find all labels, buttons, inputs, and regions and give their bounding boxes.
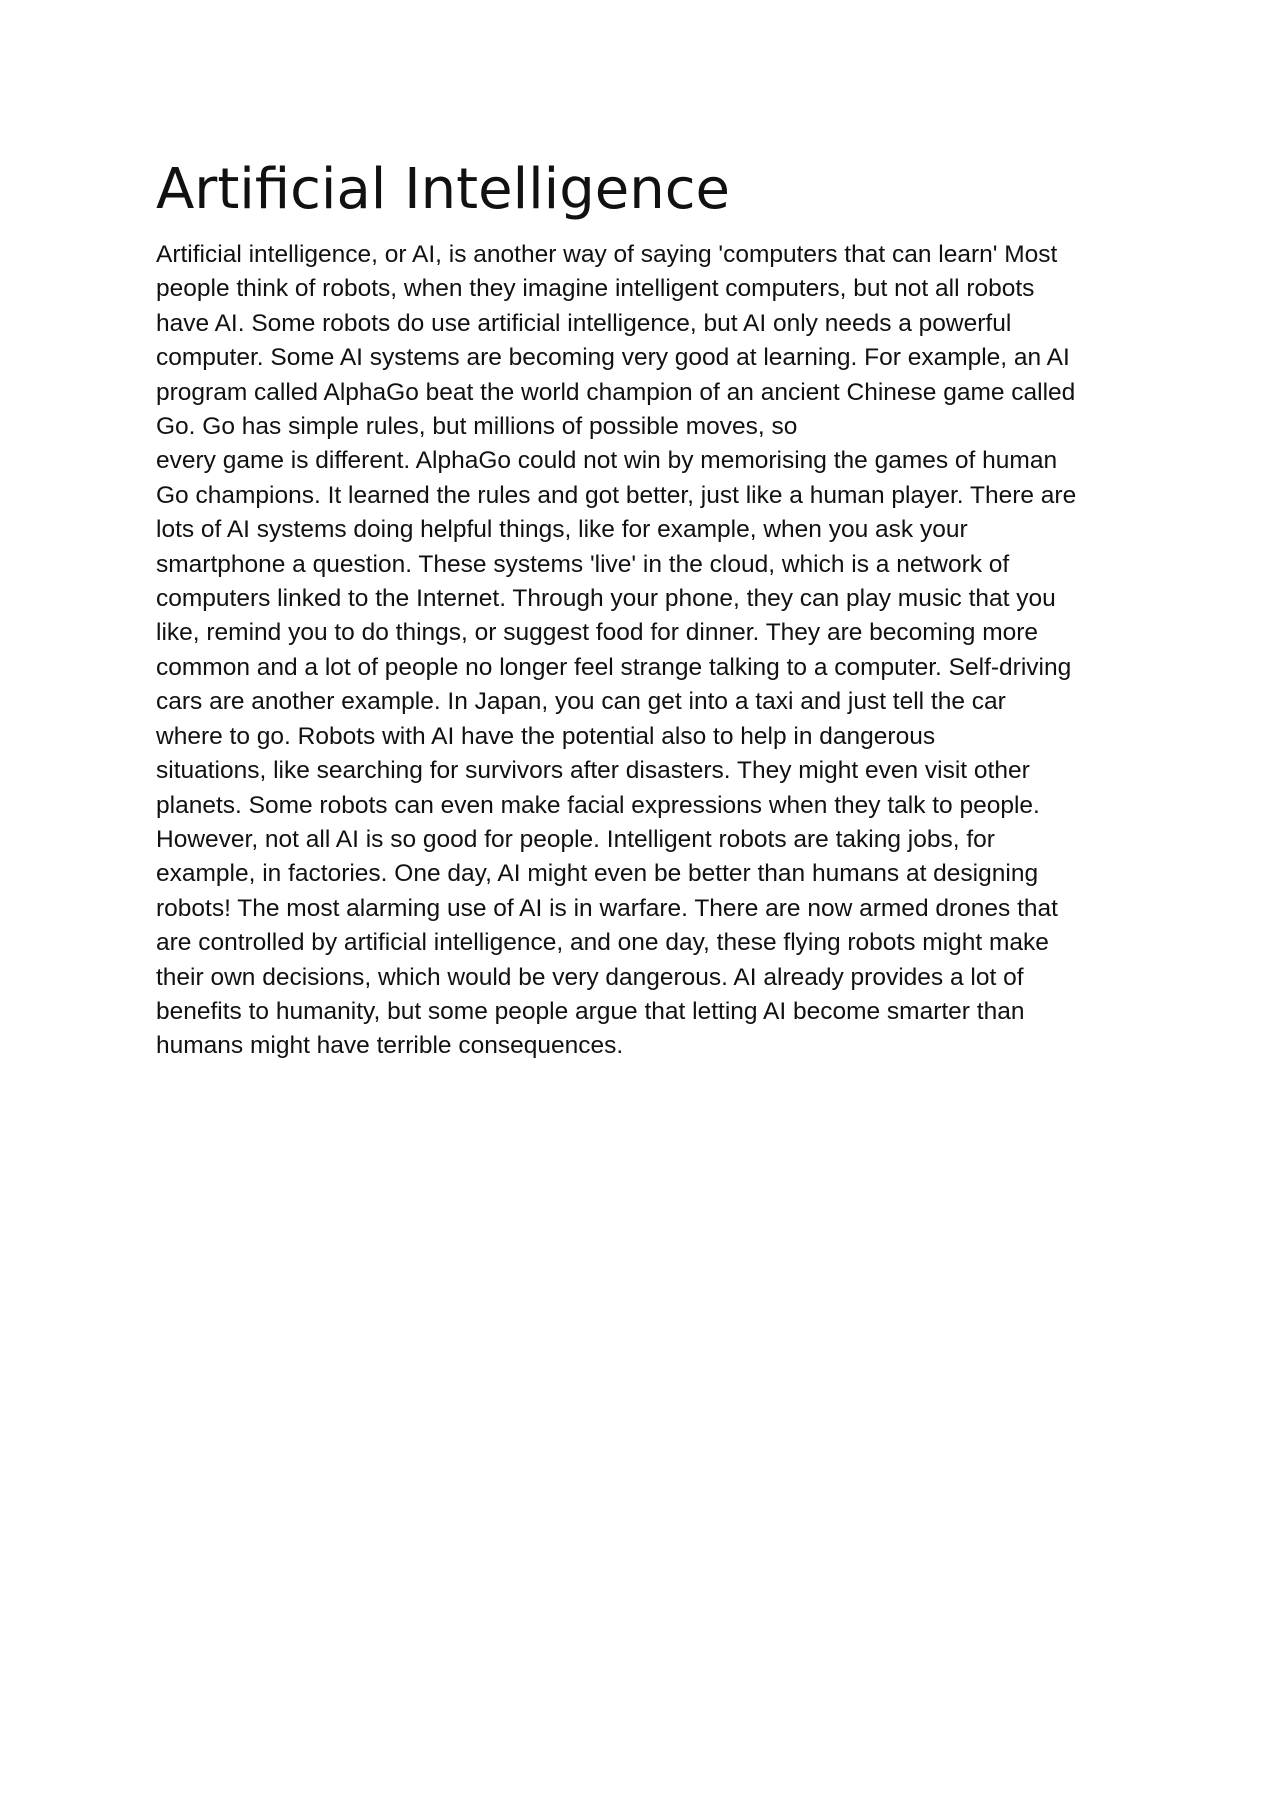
body-line: situations, like searching for survivors after disasters. They might even visit other [156, 757, 1030, 785]
body-line: common and a lot of people no longer feel strange talking to a computer. Self-driving [156, 653, 1072, 681]
body-line: Go. Go has simple rules, but millions of possible moves, so [156, 413, 798, 441]
body-line: humans might have terrible consequences. [156, 1032, 624, 1060]
body-line: smartphone a question. These systems 'live' in the cloud, which is a network of [156, 550, 1010, 578]
body-line: computers linked to the Internet. Through your phone, they can play music that you [156, 585, 1056, 613]
body-line: example, in factories. One day, AI might even be better than humans at designing [156, 860, 1039, 888]
body-line: like, remind you to do things, or suggest food for dinner. They are becoming more [156, 619, 1039, 647]
body-line: However, not all AI is so good for people. Intelligent robots are taking jobs, for [156, 825, 995, 853]
body-line: lots of AI systems doing helpful things, like for example, when you ask your [156, 516, 968, 544]
document-body [156, 238, 1156, 1064]
body-line: Artificial intelligence, or AI, is another way of saying 'computers that can learn' Most [156, 241, 1058, 268]
body-line: computer. Some AI systems are becoming very good at learning. For example, an AI [156, 344, 1070, 372]
body-line: every game is different. AlphaGo could not win by memorising the games of human [156, 447, 1058, 475]
body-line: planets. Some robots can even make facial expressions when they talk to people. [156, 791, 1040, 819]
body-line: program called AlphaGo beat the world champion of an ancient Chinese game called [156, 378, 1076, 406]
body-line: robots! The most alarming use of AI is in warfare. There are now armed drones that [156, 894, 1058, 922]
body-line: where to go. Robots with AI have the potential also to help in dangerous [156, 722, 936, 750]
body-line: people think of robots, when they imagine intelligent computers, but not all robots [156, 275, 1035, 303]
body-line: are controlled by artificial intelligence, and one day, these flying robots might make [156, 929, 1049, 957]
body-line: benefits to humanity, but some people argue that letting AI become smarter than [156, 997, 1025, 1025]
body-line: their own decisions, which would be very dangerous. AI already provides a lot of [156, 963, 1024, 991]
document-title: Artificial Intelligence [156, 157, 730, 222]
body-line: Go champions. It learned the rules and got better, just like a human player. There are [156, 481, 1077, 509]
body-line: have AI. Some robots do use artificial intelligence, but AI only needs a powerful [156, 309, 1012, 337]
body-line: cars are another example. In Japan, you can get into a taxi and just tell the car [156, 688, 1006, 716]
